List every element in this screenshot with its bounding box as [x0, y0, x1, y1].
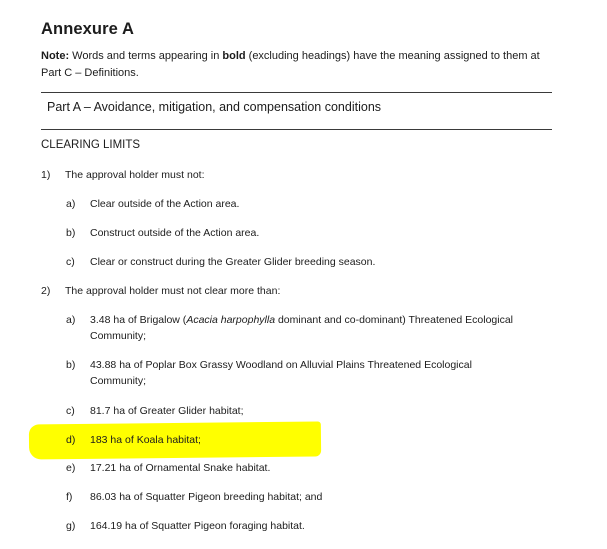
- item-letter: e): [66, 462, 76, 474]
- item-text: Clear outside of the Action area.: [90, 198, 240, 210]
- item-letter: g): [66, 520, 76, 532]
- item-text: 81.7 ha of Greater Glider habitat;: [90, 405, 244, 417]
- item-text: Clear or construct during the Greater Glider breeding season.: [90, 256, 376, 268]
- item-text: [90, 312, 530, 344]
- item-text: 183 ha of Koala habitat;: [90, 434, 201, 446]
- item-text: Construct outside of the Action area.: [90, 227, 260, 239]
- item-text: 17.21 ha of Ornamental Snake habitat.: [90, 462, 271, 474]
- item-letter: b): [66, 227, 76, 239]
- condition-number: 2): [41, 285, 51, 297]
- item-letter: c): [66, 256, 75, 268]
- item-letter: f): [66, 491, 73, 503]
- item-letter: c): [66, 405, 75, 417]
- divider-bottom: [41, 129, 552, 130]
- item-text-before: 3.48 ha of Brigalow (: [90, 314, 187, 326]
- item-text: 86.03 ha of Squatter Pigeon breeding habitat; and: [90, 491, 323, 503]
- condition-number: 1): [41, 169, 51, 181]
- item-text: 164.19 ha of Squatter Pigeon foraging habitat.: [90, 520, 305, 532]
- item-text-after: dominant and co-dominant) Threatened Ecological Community;: [90, 314, 513, 342]
- note-bold-word: bold: [222, 50, 246, 62]
- item-letter: b): [66, 359, 76, 371]
- section-heading: CLEARING LIMITS: [41, 139, 141, 151]
- item-letter: a): [66, 198, 76, 210]
- note-label: Note:: [41, 50, 70, 62]
- species-name-italic: Acacia harpophylla: [186, 314, 276, 326]
- item-letter: a): [66, 314, 76, 326]
- item-letter: d): [66, 434, 76, 446]
- note-text-1: Words and terms appearing in: [69, 50, 223, 62]
- note-text-2: (excluding headings) have the meaning assigned to them at Part C – Definitions.: [41, 50, 540, 79]
- part-heading: Part A – Avoidance, mitigation, and compensation conditions: [47, 100, 382, 114]
- condition-text: The approval holder must not:: [65, 169, 205, 181]
- definitions-note: [41, 48, 561, 81]
- annexure-title: Annexure A: [41, 20, 134, 38]
- condition-text: The approval holder must not clear more than:: [65, 285, 281, 297]
- divider-top: [41, 92, 552, 93]
- item-text: 43.88 ha of Poplar Box Grassy Woodland on Alluvial Plains Threatened Ecological Community;: [90, 359, 472, 387]
